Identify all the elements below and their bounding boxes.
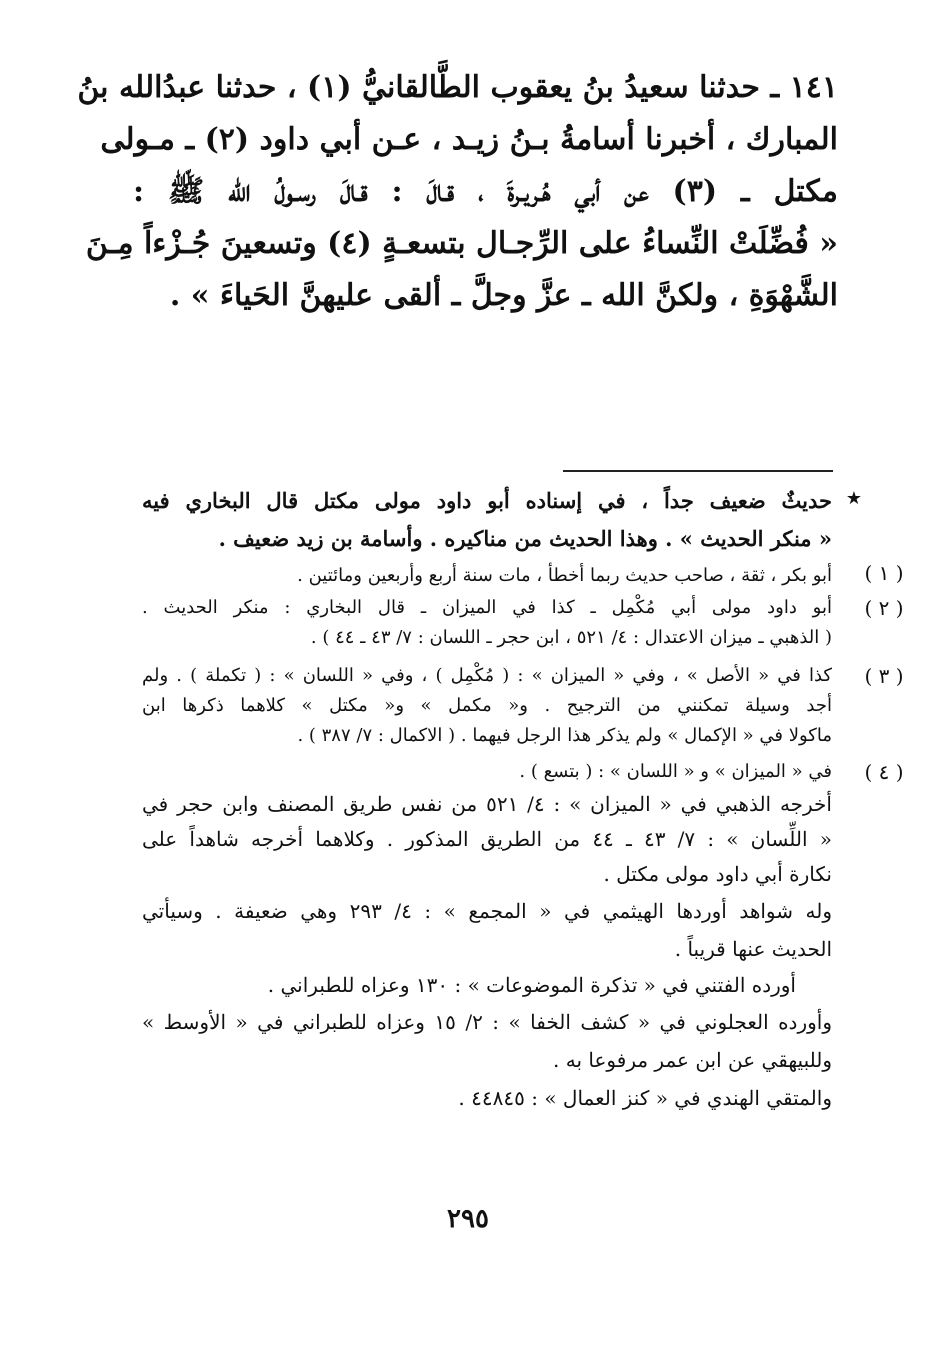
footnote-line: ( الذهبي ـ ميزان الاعتدال : ٤/ ٥٢١ ، ابن حجر ـ اللسان : ٧/ ٤٣ ـ ٤٤ ) .	[310, 627, 832, 648]
footnote-line: ماكولا في « الإكمال » ولم يذكر هذا الرجل فيهما . ( الاكمال : ٧/ ٣٨٧ ) .	[297, 725, 832, 746]
footnote-number: ( ١ )	[864, 561, 904, 585]
takhrij-line: والمتقي الهندي في « كنز العمال » : ٤٤٨٤٥ .	[458, 1086, 832, 1110]
hadith-line: المبارك ، أخبرنا أسامةُ بـنُ زيـد ، عـن أبي داود (٢) ـ مـولى	[100, 122, 838, 157]
footnote-number: ( ٣ )	[864, 664, 904, 688]
takhrij-paragraph	[142, 787, 832, 892]
footnote-1	[142, 558, 904, 593]
footnote-3	[142, 661, 904, 751]
hadith-text	[77, 62, 838, 322]
footnote-line: « منكر الحديث » . وهذا الحديث من مناكيره . وأسامة بن زيد ضعيف .	[218, 526, 832, 551]
star-marker: ★	[845, 488, 862, 509]
footnote-line: كذا في « الأصل » ، وفي « الميزان » : ( مُكْمِل ) ، وفي « اللسان » : ( تكملة ) . ولم	[142, 665, 832, 686]
takhrij-line: الحديث عنها قريباً .	[674, 937, 832, 961]
footnote-4	[142, 757, 904, 787]
takhrij-paragraph	[142, 968, 832, 1003]
takhrij-line: أورده الفتني في « تذكرة الموضوعات » : ١٣٠ وعزاه للطبراني .	[267, 973, 796, 997]
takhrij-paragraph	[142, 1079, 832, 1117]
hadith-line: ١٤١ ـ حدثنا سعيدُ بنُ يعقوب الطَّالقانيُّ (١) ، حدثنا عبدُالله بنُ	[77, 70, 838, 105]
footnote-line: أبو داود مولى أبي مُكْمِل ـ كذا في الميزان ـ قال البخاري : منكر الحديث .	[142, 597, 832, 618]
footnote-2	[142, 593, 904, 653]
takhrij-paragraph	[142, 892, 832, 968]
hadith-line: مكتل ـ (٣) عن أبي هُـريـرةَ ، قـالَ : قـالَ رسـولُ الله ﷺ :	[133, 174, 838, 209]
takhrij-line: وأورده العجلوني في « كشف الخفا » : ٢/ ١٥ وعزاه للطبراني في « الأوسط »	[142, 1010, 832, 1034]
footnote-line: حديثٌ ضعيف جداً ، في إسناده أبو داود مولى مكتل قال البخاري فيه	[142, 488, 832, 513]
takhrij-line: وله شواهد أوردها الهيثمي في « المجمع » : ٤/ ٢٩٣ وهي ضعيفة . وسيأتي	[142, 899, 833, 923]
hadith-line: « فُضِّلَتْ النِّساءُ على الرِّجـال بتسعـةٍ (٤) وتسعينَ جُـزْءاً مِـنَ	[85, 226, 838, 261]
footnotes-section	[142, 482, 904, 1117]
footnote-line: في « الميزان » و « اللسان » : ( بتسع ) .	[519, 761, 832, 782]
takhrij-line: أخرجه الذهبي في « الميزان » : ٤/ ٥٢١ من نفس طريق المصنف وابن حجر في	[142, 792, 832, 816]
takhrij-line: وللبيهقي عن ابن عمر مرفوعا به .	[553, 1048, 832, 1072]
takhrij-line: « اللِّسان » : ٧/ ٤٣ ـ ٤٤ من الطريق المذكور . وكلاهما أخرجه شاهداً على	[142, 827, 832, 851]
page-number: ٢٩٥	[447, 1204, 489, 1234]
footnote-separator	[563, 470, 833, 472]
footnote-number: ( ٤ )	[864, 760, 904, 784]
footnote-number: ( ٢ )	[864, 596, 904, 620]
footnote-line: أجد وسيلة تمكنني من الترجيح . و« مكمل » و« مكتل » كلاهما ذكرها ابن	[142, 695, 832, 716]
hadith-line: الشَّهْوَةِ ، ولكنَّ الله ـ عزَّ وجلَّ ـ ألقى عليهنَّ الحَياءَ » .	[169, 278, 838, 313]
takhrij-paragraph	[142, 1003, 832, 1079]
takhrij-line: نكارة أبي داود مولى مكتل .	[603, 862, 832, 886]
footnote-line: أبو بكر ، ثقة ، صاحب حديث ربما أخطأ ، مات سنة أربع وأربعين ومائتين .	[297, 565, 832, 586]
footnote-star	[142, 482, 862, 558]
